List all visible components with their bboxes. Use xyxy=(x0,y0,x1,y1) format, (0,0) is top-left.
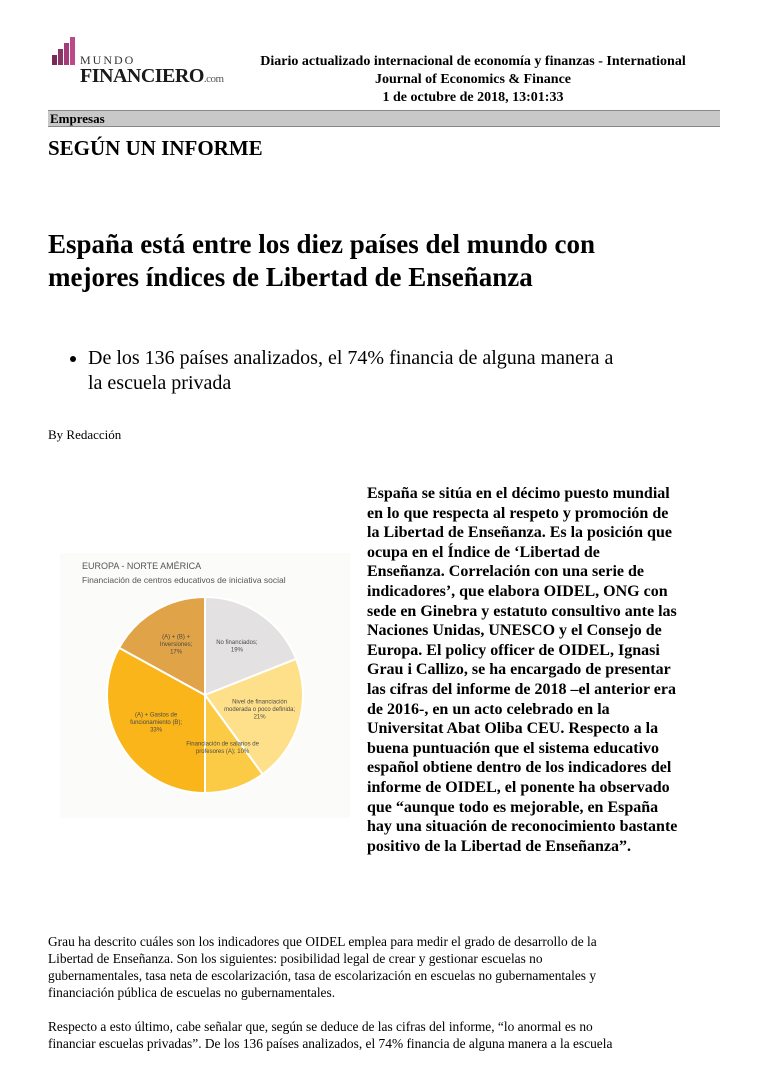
summary-bullet xyxy=(88,346,748,396)
body-line: financiación pública de escuelas no gubernamentales. xyxy=(48,985,336,1000)
masthead-tagline xyxy=(233,53,713,107)
slice-label-line: Nivel de financiación xyxy=(232,699,288,706)
slice-label xyxy=(186,741,259,755)
kicker: SEGÚN UN INFORME xyxy=(48,136,263,160)
section-label[interactable]: Empresas xyxy=(50,111,105,126)
chart-title: EUROPA - NORTE AMÉRICA xyxy=(82,561,202,571)
lead-line: español obtiene dentro de los indicadores del xyxy=(367,759,672,777)
section-bar xyxy=(48,110,720,127)
lead-line: España se sitúa en el décimo puesto mundial xyxy=(367,485,670,502)
lead-line: de 2016-, en un acto celebrado en la xyxy=(367,700,610,718)
lead-line: indicadores’, que elabora OIDEL, ONG con xyxy=(367,582,668,600)
body-line: financiar escuelas privadas”. De los 136 países analizados, el 74% financia de alguna manera a la escuela xyxy=(48,1036,613,1051)
slice-label-line: (A) + (B) + xyxy=(162,634,191,641)
lead-line: Naciones Unidas, UNESCO y el Consejo de xyxy=(367,622,662,640)
lead-line: Universitat Abat Oliba CEU. Respecto a la xyxy=(367,720,659,738)
summary-bullets xyxy=(66,346,748,396)
lead-line: ocupa en el Índice de ‘Libertad de xyxy=(367,543,600,561)
headline xyxy=(48,228,728,294)
slice-label-line: (A) + Gastos de xyxy=(135,712,178,719)
byline: By Redacción xyxy=(48,427,122,442)
lead-paragraph xyxy=(367,484,725,856)
lead-line: positivo de la Libertad de Enseñanza”. xyxy=(367,837,632,855)
headline-line-2: mejores índices de Libertad de Enseñanza xyxy=(48,262,533,292)
body-line: gubernamentales, tasa neta de escolarización, tasa de escolarización en escuelas no gubernamentales y xyxy=(48,968,597,983)
body-paragraph-2 xyxy=(48,1018,724,1052)
lead-line: en lo que respecta al respeto y promoción de xyxy=(367,504,669,522)
slice-label-line: moderada o poco definida; xyxy=(224,706,296,713)
site-logo[interactable] xyxy=(52,53,232,95)
slice-label-line: Financiación de salarios de xyxy=(186,741,259,748)
publication-date: 1 de octubre de 2018, 13:01:33 xyxy=(382,90,564,105)
slice-label-line: 33% xyxy=(150,727,163,734)
lead-line: sede en Ginebra y estatuto consultivo ante las xyxy=(367,602,677,620)
lead-line: hay una situación de reconocimiento bastante xyxy=(367,818,678,836)
body-line: Grau ha descrito cuáles son los indicadores que OIDEL emplea para medir el grado de desarrollo de la xyxy=(48,934,597,949)
lead-line: que “aunque todo es mejorable, en España xyxy=(367,798,659,816)
logo-line-2: FINANCIERO.com xyxy=(80,65,224,87)
slice-label-line: profesores (A); 10% xyxy=(195,748,250,755)
lead-line: Enseñanza. Correlación con una serie de xyxy=(367,563,645,581)
tagline-line-1: Diario actualizado internacional de economía y finanzas - International xyxy=(260,54,686,69)
bullet-line-2: la escuela privada xyxy=(88,372,232,394)
pie-chart xyxy=(60,553,350,818)
slice-label-line: 21% xyxy=(253,714,266,721)
slice-label-line: 17% xyxy=(170,649,183,656)
body-line: Respecto a esto último, cabe señalar que, según se deduce de las cifras del informe, “lo anormal es no xyxy=(48,1019,593,1034)
logo-suffix: .com xyxy=(203,73,224,85)
logo-line-1: MUNDO xyxy=(80,53,136,67)
lead-line: Grau i Callizo, se ha encargado de presentar xyxy=(367,661,671,679)
lead-line: buena puntuación que el sistema educativo xyxy=(367,739,660,757)
lead-line: informe de OIDEL, el ponente ha observado xyxy=(367,778,670,796)
body-paragraph-1 xyxy=(48,933,724,1001)
lead-line: la Libertad de Enseñanza. Es la posición que xyxy=(367,524,672,542)
body-line: Libertad de Enseñanza. Son los siguientes: posibilidad legal de crear y gestionar escuelas no xyxy=(48,951,543,966)
slice-label-line: funcionamiento (B); xyxy=(130,719,183,726)
slice-label-line: Inversiones; xyxy=(159,642,193,649)
slice-label-line: No financiados; xyxy=(216,640,258,647)
slice-label-line: 19% xyxy=(230,647,243,654)
chart-subtitle: Financiación de centros educativos de iniciativa social xyxy=(82,575,286,585)
bullet-line-1: • De los 136 países analizados, el 74% financia de alguna manera a xyxy=(88,347,614,369)
headline-line-1: España está entre los diez países del mundo con xyxy=(48,229,596,259)
tagline-line-2: Journal of Economics & Finance xyxy=(375,72,571,87)
lead-line: las cifras del informe de 2018 –el anterior era xyxy=(367,680,676,698)
lead-line: Europa. El policy officer de OIDEL, Ignasi xyxy=(367,641,660,659)
